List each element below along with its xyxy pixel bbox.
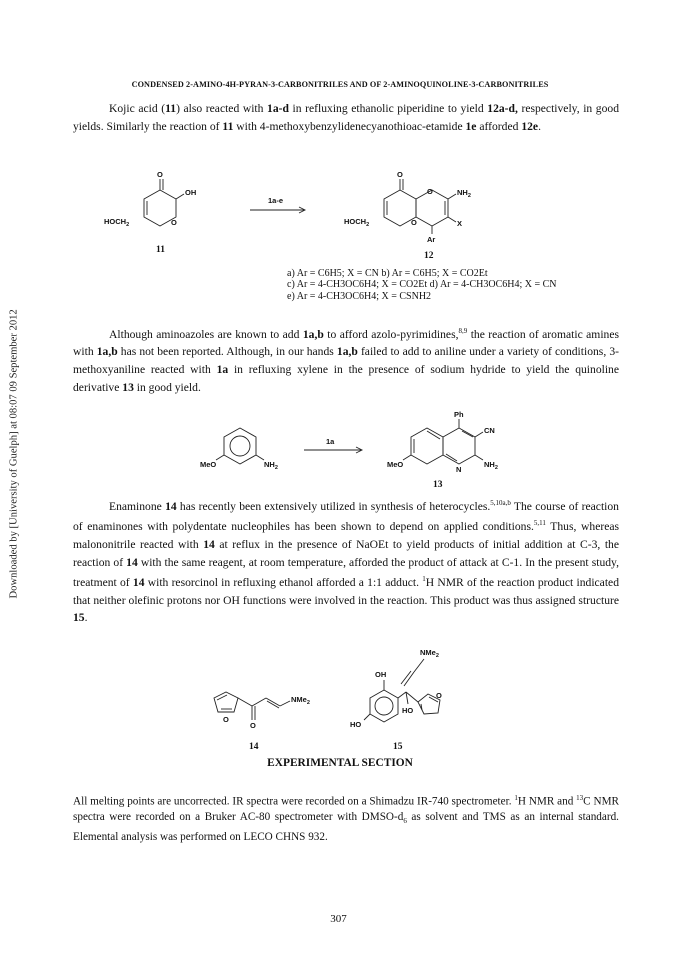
bond xyxy=(475,455,483,460)
reagent-label: 1a-e xyxy=(268,196,284,205)
carbonyl-o: O xyxy=(397,170,403,179)
download-watermark: Downloaded by [University of Guelph] at 08:07 09 September 2012 xyxy=(8,309,20,599)
bond xyxy=(462,431,473,437)
resorcinol-ring xyxy=(370,690,398,722)
citation: 5,10a,b xyxy=(490,499,511,507)
ph-label: Ph xyxy=(454,410,464,419)
running-head: CONDENSED 2-AMINO-4H-PYRAN-3-CARBONITRILES AND OF 2-AMINOQUINOLINE-3-CARBONITRILES xyxy=(131,80,549,89)
text: as solvent and TMS as an internal standard. Elemental analysis was performed on LECO CHNS 932. xyxy=(73,811,619,843)
ring-n-label: N xyxy=(456,465,462,474)
compound-ref: 1e xyxy=(465,119,477,133)
ho-label: HO xyxy=(402,706,414,715)
isotope-sup: 1 xyxy=(514,794,518,802)
compound-label-12: 12 xyxy=(424,251,434,261)
hoch2-label: $HOCH_2$ xyxy=(104,217,130,228)
isotope-sup: 1 xyxy=(422,575,426,584)
quinoline-benzo-ring xyxy=(411,428,443,464)
bond xyxy=(256,455,264,460)
paragraph-2 xyxy=(73,323,619,396)
text: . xyxy=(84,611,88,625)
text: in good yield. xyxy=(133,380,201,394)
benzene-ring xyxy=(224,428,256,464)
ho-label: HO xyxy=(350,720,362,729)
nh2-label: $NH_2$ xyxy=(264,460,278,471)
legend-line: c) Ar = 4-CH3OC6H4; X = CO2Et d) Ar = 4-CH3OC6H4; X = CN xyxy=(287,279,557,291)
text: with 4-methoxybenzylidenecyanothioac-etamide xyxy=(233,119,466,133)
compound-ref: 1a xyxy=(216,363,229,377)
compound-ref: 11 xyxy=(165,102,177,115)
bond xyxy=(280,701,290,706)
scheme-3 xyxy=(200,646,500,756)
text: . xyxy=(538,119,541,133)
ring-o: O xyxy=(427,187,433,196)
meo-label: MeO xyxy=(200,460,217,469)
hoch2-label: $HOCH_2$ xyxy=(344,217,370,228)
compound-ref: 14 xyxy=(126,555,138,569)
text: has recently been extensively utilized in synthesis of heterocycles. xyxy=(176,499,491,513)
text: respectively, in good yields. Similarly the reaction of xyxy=(73,102,619,133)
text: afforded xyxy=(476,119,522,133)
compound-ref: 12a-d, xyxy=(487,102,518,115)
bond xyxy=(364,714,370,720)
bond xyxy=(401,671,411,684)
text: at reflux in the presence of NaOEt to yield products of initial addition at C-3, the reaction of xyxy=(73,537,619,569)
text: in refluxing ethanolic piperidine to yield xyxy=(288,102,488,115)
text: The course of reaction of enaminones with polydentate nucleophiles has been shown to depend on applied conditions. xyxy=(73,499,619,534)
furan-o: O xyxy=(223,715,229,724)
bond xyxy=(403,455,411,460)
nme2-label: NMe$_2$ xyxy=(420,648,439,659)
compound-ref: 1a,b xyxy=(302,327,324,341)
legend-line: a) Ar = C6H5; X = CN b) Ar = C6H5; X = CO2Et xyxy=(287,268,488,279)
compound-label-15: 15 xyxy=(393,742,403,752)
text: ) also reacted with xyxy=(176,102,268,115)
text: All melting points are uncorrected. IR spectra were recorded on a Shimadzu IR-740 spectrometer. xyxy=(73,795,515,808)
scheme-1 xyxy=(100,170,530,265)
ar-label: Ar xyxy=(427,235,436,244)
oh-label: OH xyxy=(375,670,387,679)
text: C NMR spectra were recorded on a Bruker AC-80 spectrometer with DMSO-d xyxy=(73,795,619,824)
compound-ref: 14 xyxy=(165,499,177,513)
text: failed to add to aniline under a variety of conditions, 3-methoxyaniline reacted with xyxy=(73,345,619,377)
compound-ref: 1a-d xyxy=(267,102,289,115)
ring-o: O xyxy=(171,218,177,227)
paragraph-1 xyxy=(73,100,619,135)
text: with resorcinol in refluxing ethanol afforded a 1:1 adduct. xyxy=(144,575,423,589)
bond xyxy=(252,698,266,706)
carbonyl-o: O xyxy=(157,170,163,179)
scheme-2 xyxy=(180,410,540,490)
text: H NMR and xyxy=(517,795,577,808)
compound-ref: 12e xyxy=(521,119,539,133)
quinoline-pyridine-ring xyxy=(443,428,475,464)
isotope-sup: 13 xyxy=(576,794,584,802)
compound-ref: 13 xyxy=(122,380,134,394)
nh2-label: $NH_2$ xyxy=(457,188,471,199)
text: has not been reported. Although, in our hands xyxy=(117,345,337,359)
bond xyxy=(398,692,406,698)
text: in refluxing xylene in the presence of sodium hydride to yield the quinoline derivative xyxy=(73,363,620,394)
cn-label: CN xyxy=(484,426,495,435)
furan-o: O xyxy=(436,691,442,700)
citation: 8,9 xyxy=(458,327,468,335)
compound-label-14: 14 xyxy=(249,742,259,752)
substituent-legend xyxy=(287,268,557,302)
ring-o: O xyxy=(411,218,417,227)
carbonyl-o: O xyxy=(250,721,256,730)
bond xyxy=(448,217,456,222)
bond xyxy=(238,698,252,706)
paragraph-3 xyxy=(73,495,619,627)
text: with the same reagent, at room temperature, afforded the product of attack at C-1. In the present study, treatment of xyxy=(73,555,619,589)
oh-label: OH xyxy=(185,188,197,197)
bond xyxy=(176,194,184,199)
text: Thus, whereas malononitrile reacted with xyxy=(73,520,619,551)
aromatic-circle xyxy=(230,436,250,456)
meo-label: MeO xyxy=(387,460,404,469)
compound-ref: 14 xyxy=(132,575,145,589)
compound-ref: 14 xyxy=(203,537,215,551)
compound-ref: 1a,b xyxy=(96,345,118,359)
text: to afford azolo-pyrimidines, xyxy=(323,327,459,341)
compound-label-13: 13 xyxy=(433,480,443,490)
section-title: EXPERIMENTAL SECTION xyxy=(267,757,413,769)
text: H NMR of the reaction product indicated that neither olefinic protons nor OH functions were involved in the reaction. This product was thus assigned structure xyxy=(73,575,619,607)
subscript: 6 xyxy=(403,817,407,826)
text: Enaminone xyxy=(109,499,166,513)
x-label: X xyxy=(457,219,463,228)
paragraph-4 xyxy=(73,791,619,845)
nh2-label: $NH_2$ xyxy=(484,460,498,471)
compound-ref: 1a,b xyxy=(336,345,358,359)
compound-ref: 15 xyxy=(73,611,85,625)
text: Although aminoazoles are known to add xyxy=(109,327,303,341)
page-number: 307 xyxy=(330,913,347,925)
bond xyxy=(216,455,224,460)
nme2-label: NMe$_2$ xyxy=(291,695,310,706)
bond xyxy=(475,432,483,437)
bond xyxy=(427,431,440,439)
reagent-label: 1a xyxy=(326,437,335,446)
text: Kojic acid ( xyxy=(109,102,166,115)
compound-label-11: 11 xyxy=(156,245,165,255)
legend-line: e) Ar = 4-CH3OC6H4; X = CSNH2 xyxy=(287,290,432,302)
bond xyxy=(414,659,424,672)
aromatic-circle xyxy=(375,697,393,715)
citation: 5,11 xyxy=(533,519,546,528)
compound-ref: 11 xyxy=(222,119,234,133)
bond xyxy=(448,194,456,199)
text: the reaction of aromatic amines with xyxy=(73,327,619,359)
